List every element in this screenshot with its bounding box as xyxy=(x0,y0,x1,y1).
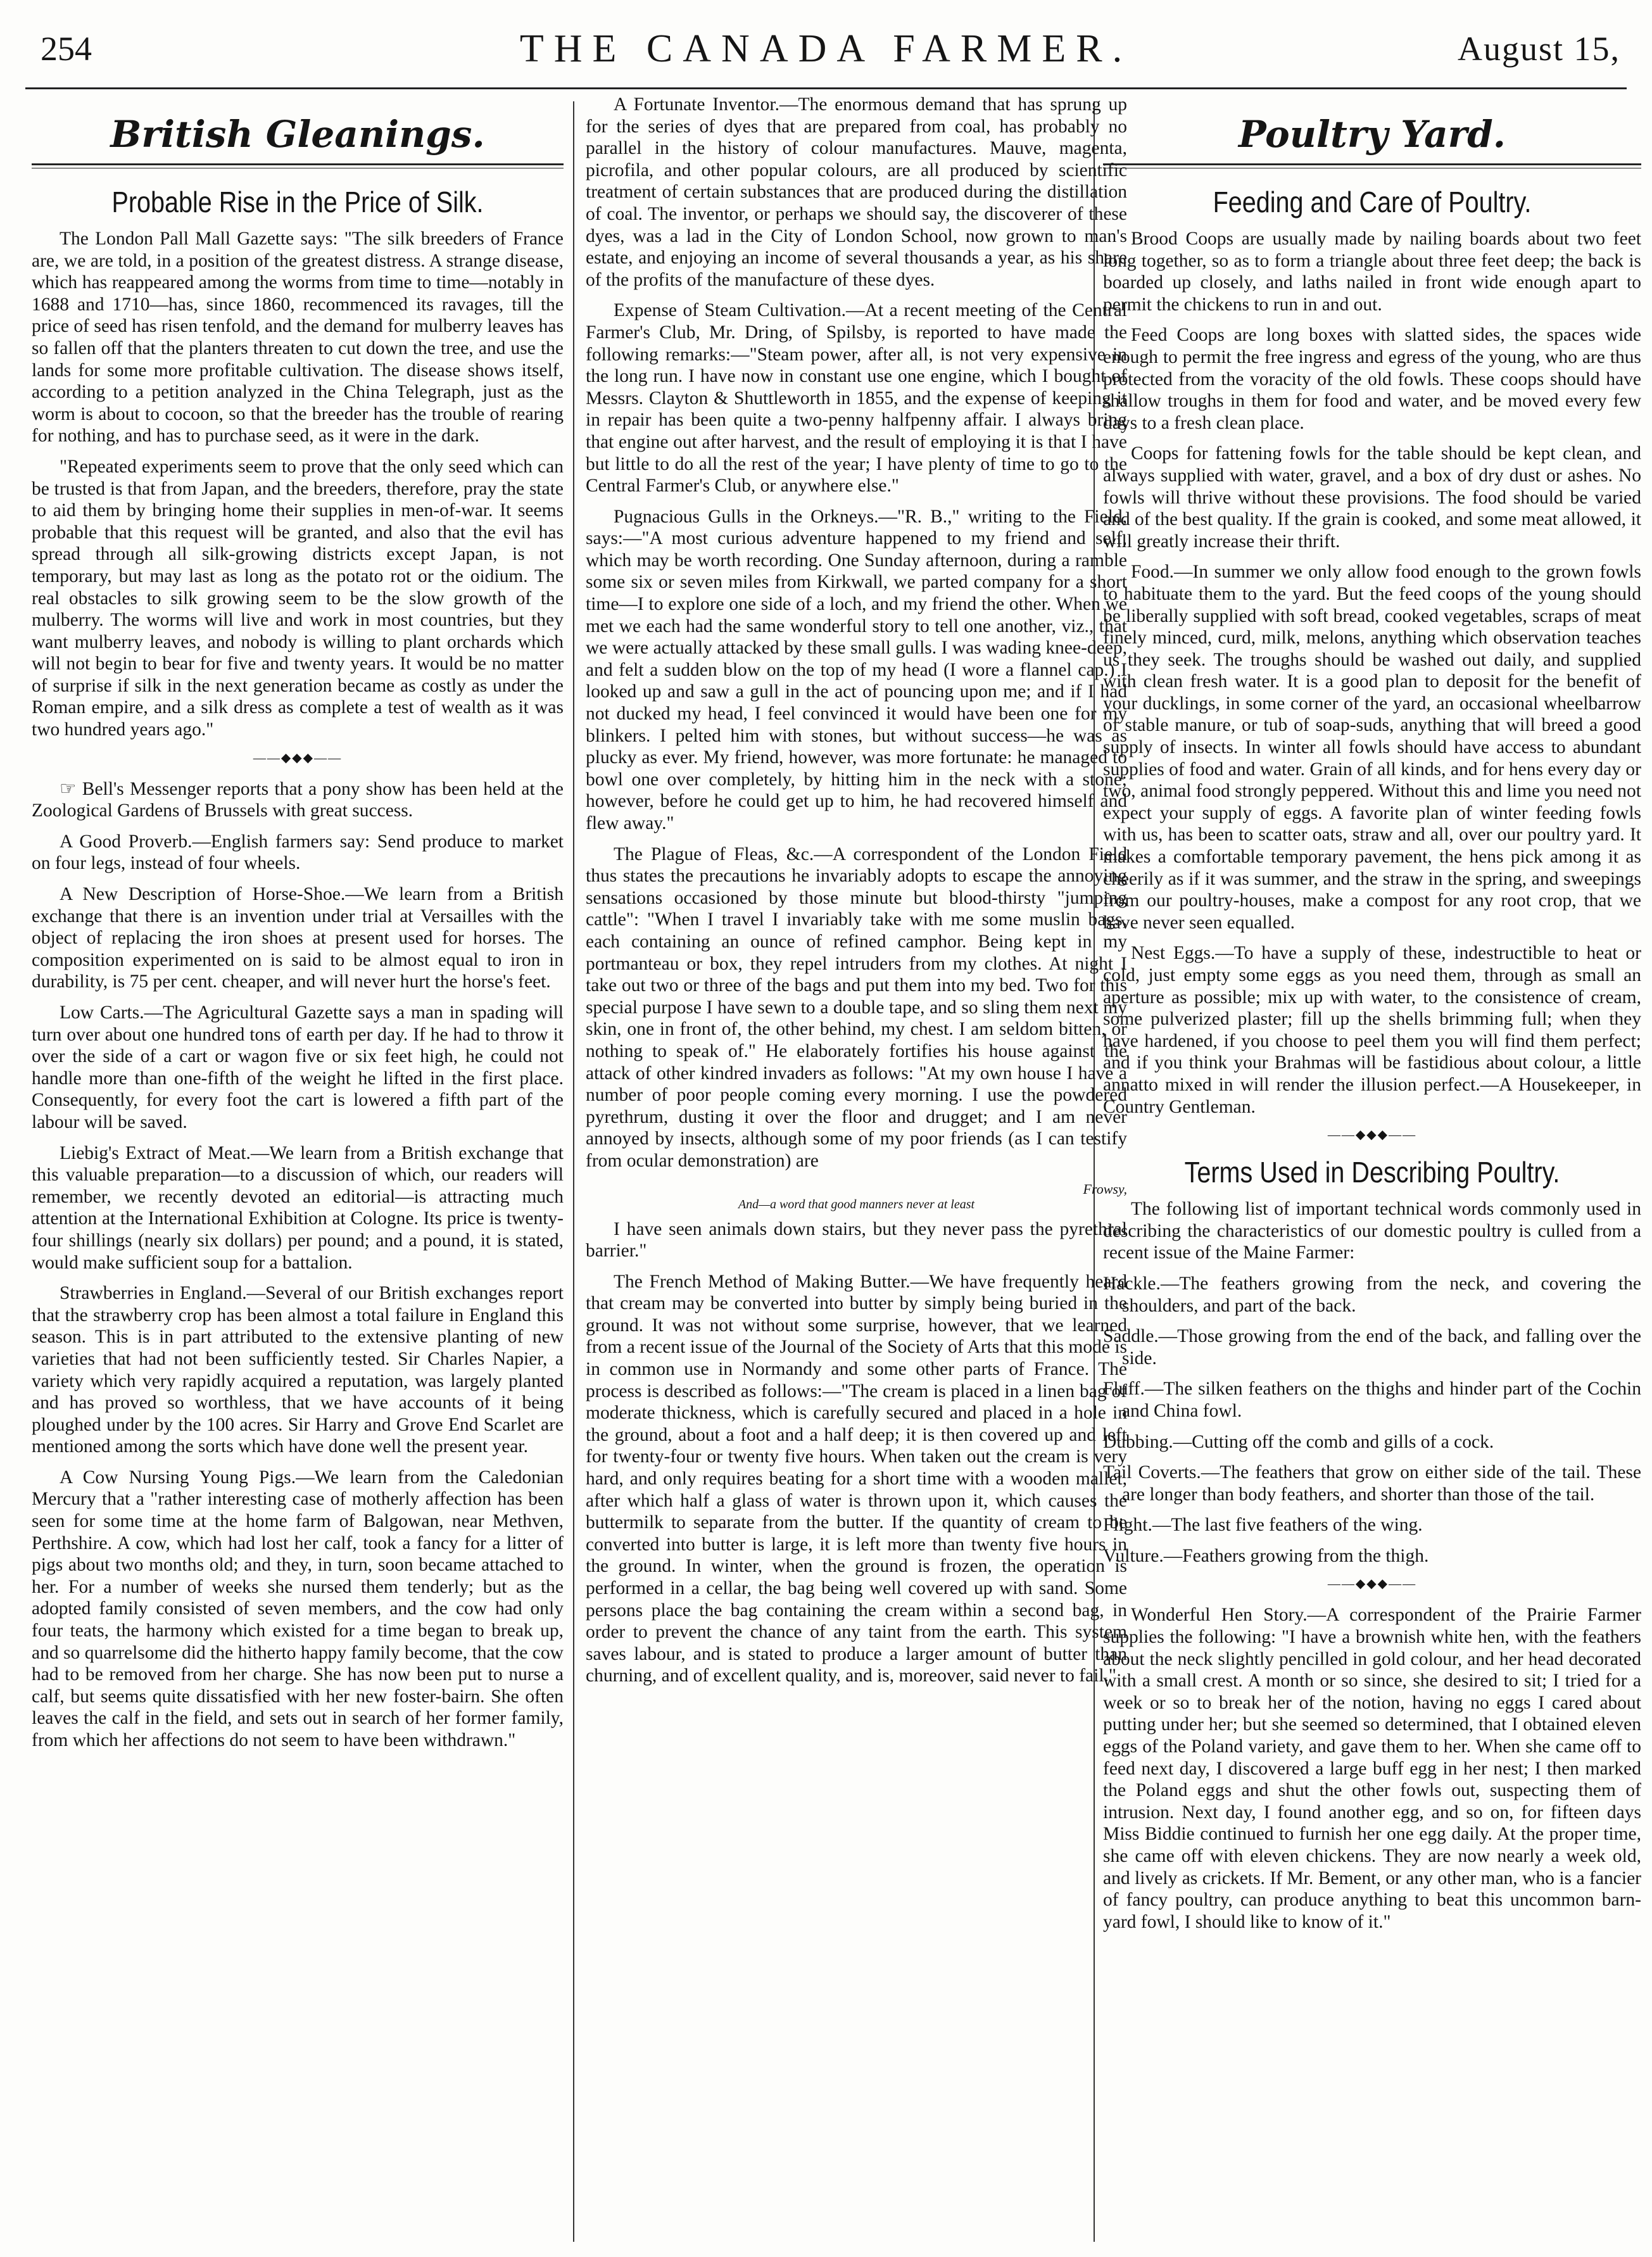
paragraph: Expense of Steam Cultivation.—At a recent meeting of the Central Farmer's Club, Mr. Dring, of Spilsby, is reported to have made the following remarks:—"Steam power, after all, is not very expensive in the long run. I have now in constant use one engine, which I bought of Messrs. Clayton & Shuttleworth in 1855, and the expense of keeping it in repair has been quite a two-penny halfpenny affair. I always bring that engine out after harvest, and the result of employing it is that I have but little to do all the rest of the year; I have plenty of time to go to the Central Farmer's Club, or anywhere else." xyxy=(586,300,1127,496)
article-title-silk: Probable Rise in the Price of Silk. xyxy=(111,186,484,218)
section-rule xyxy=(1103,163,1641,168)
issue-date: August 15, xyxy=(1457,30,1620,68)
paragraph: I have seen animals down stairs, but they never pass the pyrethral barrier." xyxy=(586,1218,1127,1261)
paragraph: A Good Proverb.—English farmers say: Send produce to market on four legs, instead of four wheels. xyxy=(32,831,564,874)
page-number: 254 xyxy=(41,30,92,68)
article-title-feeding: Feeding and Care of Poultry. xyxy=(1213,186,1532,218)
column-2 xyxy=(586,94,1127,2241)
article-title-terms: Terms Used in Describing Poultry. xyxy=(1184,1156,1560,1189)
paragraph: Strawberries in England.—Several of our British exchanges report that the strawberry crop has been almost a total failure in England this season. This is in part attributed to the extensive planting of new varieties that had not been sufficiently tested. Sir Charles Napier, a variety which very rapidly acquired a reputation, was largely planted and has proved so worthless, that we have accounts of it being ploughed under by the 100 acres. Sir Harry and Grove End Scarlet are mentioned among the sorts which have done well the present year. xyxy=(32,1283,564,1457)
divider-ornament: ——◆◆◆—— xyxy=(1327,1128,1417,1142)
column-divider xyxy=(573,101,574,2242)
header-rule xyxy=(25,87,1627,89)
divider-ornament: ——◆◆◆—— xyxy=(1327,1577,1417,1591)
term-entry: Tail Coverts.—The feathers that grow on either side of the tail. These are longer than body feathers, and shorter than those of the tail. xyxy=(1103,1462,1641,1505)
terms-list xyxy=(1103,1273,1641,1567)
paragraph: ☞ Bell's Messenger reports that a pony show has been held at the Zoological Gardens of Brussels with great success. xyxy=(32,778,564,821)
paragraph: Liebig's Extract of Meat.—We learn from a British exchange that this valuable preparation—to a discussion of which, our readers will remember, we recently devoted an editorial—is attracting much attention at the International Exhibition at Cologne. Its price is twenty-four shillings (nearly six dollars) per pound; and a pound, it is stated, would make sufficient soup for a battalion. xyxy=(32,1142,564,1273)
paragraph: Coops for fattening fowls for the table should be kept clean, and always supplied with water, gravel, and a box of dry dust or ashes. No fowls will thrive without these provisions. The food should be varied and of the best quality. If the grain is cooked, and some meat allowed, it will greatly increase their thrift. xyxy=(1103,443,1641,552)
paragraph: A Cow Nursing Young Pigs.—We learn from the Caledonian Mercury that a "rather interesting case of motherly affection has been seen for some time at the home farm of Balgowan, near Methven, Perthshire. A cow, which had lost her calf, took a fancy for a litter of pigs about two months old; and they, in turn, soon became attached to her. For a number of weeks she nursed them tenderly; but as the adopted family consisted of seven members, and the cow had only four teats, the harmony which existed for a time began to break up, and so quarrelsome did the hitherto happy family become, that the cow had to be removed from her charge. She has now been put to nurse a calf, but seems quite dissatisfied with her new foster-bairn. She often leaves the calf in the field, and sets out in search of her former family, from which her affections do not seem to have been withdrawn." xyxy=(32,1467,564,1750)
paragraph: The Plague of Fleas, &c.—A correspondent of the London Field thus states the precautions he invariably adopts to escape the annoying sensations occasioned by those minute but blood-thirsty "jumping cattle": "When I travel I invariably take with me some muslin bags, each containing an ounce of refined camphor. Being kept in my portmanteau or box, they repel intruders from my clothes. At night I take out two or three of the bags and put them into my bed. Two for this special purpose I have sewn to a double tape, and so sling them next my skin, one in front of, the other behind, my chest. I am seldom bitten, or nothing to speak of." He elaborately fortifies his house against the attack of other kindred invaders as follows: "At my own house I have a number of poor people coming every morning. I use the powdered pyrethrum, dusting it over the floor and drugget; and I am never annoyed by insects, although some of my poor friends (as I can testify from ocular demonstration) are xyxy=(586,844,1127,1171)
divider-ornament: ——◆◆◆—— xyxy=(253,750,343,765)
term-entry: Hackle.—The feathers growing from the neck, and covering the shoulders, and part of the back. xyxy=(1103,1273,1641,1316)
term-entry: Saddle.—Those growing from the end of the back, and falling over the side. xyxy=(1103,1326,1641,1369)
term-entry: Fluff.—The silken feathers on the thighs and hinder part of the Cochin and China fowl. xyxy=(1103,1379,1641,1421)
section-heading-british-gleanings: British Gleanings. xyxy=(110,113,485,156)
paragraph: Pugnacious Gulls in the Orkneys.—"R. B.," writing to the Field, says:—"A most curious adventure happened to my friend and self, which may be worth recording. One Sunday afternoon, during a ramble some six or seven miles from Kirkwall, we parted company for a short time—I to explore one side of a loch, and my friend the other. When we met we each had the same wonderful story to tell one another, viz., that we were actually attacked by these small gulls. I was wading knee-deep, and felt a sudden blow on the top of my head (I wore a flannel cap.) I looked up and saw a gull in the act of pouncing upon me; and if I had not ducked my head, I feel convinced it would have been one for my blinkers. I pelted him with stones, but without success—he was as plucky as ever. My friend, however, was more fortunate: he managed to bowl one over completely, by hitting him in the neck with a stone; however, before he could get up to him, he had recovered himself and flew away." xyxy=(586,506,1127,833)
section-rule xyxy=(32,163,564,168)
paragraph: The French Method of Making Butter.—We have frequently heard that cream may be converted into butter by simply being buried in the ground. It was not without some surprise, however, that we learned from a recent issue of the Journal of the Society of Arts that this mode is in common use in Normandy and some other parts of France. The process is described as follows:—"The cream is placed in a linen bag of moderate thickness, which is carefully secured and placed in a hole in the ground, about a foot and a half deep; it is then covered up and left for twenty-four or twenty five hours. When taken out the cream is very hard, and only requires beating for a short time with a wooden mallet, after which half a glass of water is thrown upon it, which causes the buttermilk to separate from the butter. If the quantity of cream to be converted into butter is large, it is left more than twenty five hours in the ground. In winter, when the ground is frozen, the operation is performed in a cellar, the bag being well covered up with sand. Some persons place the bag containing the cream within a second bag, in order to prevent the chance of any taint from the earth. This system saves labour, and is stated to produce a larger amount of butter than churning, and of excellent quality, and is, moreover, said never to fail." xyxy=(586,1271,1127,1686)
term-entry: Vulture.—Feathers growing from the thigh. xyxy=(1103,1545,1429,1566)
paragraph: Low Carts.—The Agricultural Gazette says a man in spading will turn over about one hundred tons of earth per day. If he had to throw it over the side of a cart or wagon five or six feet high, he could not handle more than one-fifth of the weight he lifted in the first place. Consequently, for every foot the cart is lowered a fifth part of the labour will be saved. xyxy=(32,1002,564,1132)
paragraph: A Fortunate Inventor.—The enormous demand that has sprung up for the series of dyes that are prepared from coal, has probably no parallel in the history of colour manufactures. Mauve, magenta, picrofila, and other popular colours, are all produced by scientific treatment of certain substances that are produced during the distillation of coal. The inventor, or perhaps we should say, the discoverer of these dyes, was a lad in the City of London School, now grown to man's estate, and enjoying an income of several thousands a year, as his share of the profits of the manufacture of these dyes. xyxy=(586,94,1127,290)
term-entry: Dubbing.—Cutting off the comb and gills of a cock. xyxy=(1103,1431,1494,1452)
column-3 xyxy=(1103,94,1641,2241)
paragraph: The London Pall Mall Gazette says: "The silk breeders of France are, we are told, in a position of the greatest distress. A strange disease, which has reappeared among the worms from time to time—notably in 1688 and 1710—has, since 1860, recommenced its ravages, till the price of seed has risen tenfold, and the demand for mulberry leaves has so fallen off that the planters threaten to cut down the tree, and use the lands for some more profitable cultivation. The disease shows itself, according to a petition analyzed in the China Telegraph, just as the worm is about to cocoon, so that the breeder has the trouble of rearing for nothing, and has to purchase seed, as it were in the dark. xyxy=(32,229,564,446)
verse-quote: And—a word that good manners never at least xyxy=(738,1197,975,1211)
section-heading-poultry-yard: Poultry Yard. xyxy=(1239,113,1506,156)
paragraph: The following list of important technical words commonly used in describing the characteristics of our domestic poultry is culled from a recent issue of the Maine Farmer: xyxy=(1103,1199,1641,1263)
term-entry: Flight.—The last five feathers of the wing. xyxy=(1103,1515,1423,1536)
page-header xyxy=(25,11,1627,87)
paragraph: Food.—In summer we only allow food enough to the grown fowls to habituate them to the yard. But the feed coops of the young should be liberally supplied with soft bread, cooked vegetables, scraps of meat finely minced, curd, milk, melons, anything which observation teaches us they seek. The troughs should be washed out daily, and supplied with clean fresh water. It is a good plan to deposit for the benefit of your ducklings, in some corner of the yard, an occasional wheelbarrow of stable manure, or tub of soap-suds, anything that will breed a good supply of insects. In winter all fowls should have access to abundant supplies of food and water. Grain of all kinds, and for hens every day or two, animal food strongly peppered. Without this and lime you need not expect your supply of eggs. A favorite plan of winter feeding fowls with us, has been to scatter oats, straw and all, over our poultry yard. It makes a comfortable temporary pavement, the hens pick among it as cheerily as if it was summer, and the straw in the spring, and sweepings from our poultry-houses, make a compost for any root crop, that we have never seen equalled. xyxy=(1103,562,1641,933)
column-1 xyxy=(32,94,564,2241)
signature: Frowsy, xyxy=(1083,1180,1127,1197)
paragraph: Nest Eggs.—To have a supply of these, indestructible to heat or cold, just empty some eggs as you need them, through as small an aperture as possible; mix up with water, to the consistence of cream, some pulverized plaster; fill up the shells brimming full; when they have hardened, if you choose to peel them you will find them perfect; and if you think your Brahmas will be fastidious about colour, a little annatto mixed in will render the illusion perfect.—A Housekeeper, in Country Gentleman. xyxy=(1103,943,1641,1117)
masthead-title: THE CANADA FARMER. xyxy=(519,27,1133,70)
paragraph: "Repeated experiments seem to prove that the only seed which can be trusted is that from Japan, and the breeders, therefore, pray the state to aid them by bringing home their supplies in men-of-war. It seems probable that this request will be granted, and also that the evil has spread through all silk-growing districts except Japan, is not temporary, but may last as long as the potato rot or the oidium. The real obstacles to silk growing seem to be the slow growth of the mulberry. The worms will live and work in most countries, but they want mulberry leaves, and nobody is willing to plant orchards which will not begin to bear for five and twenty years. It would be no matter of surprise if silk in the next generation became as costly as under the Roman empire, and a silk dress as complete a test of wealth as it was two hundred years ago." xyxy=(32,456,564,740)
paragraph: Feed Coops are long boxes with slatted sides, the spaces wide enough to permit the free ingress and egress of the young, who are thus protected from the voracity of the old fowls. These coops should have shallow troughs in them for food and water, and be moved every few days to a fresh clean place. xyxy=(1103,325,1641,433)
paragraph: Brood Coops are usually made by nailing boards about two feet long together, so as to form a triangle about three feet deep; the back is boarded up closely, and laths nailed in front wide enough apart to permit the chickens to run in and out. xyxy=(1103,229,1641,315)
paragraph: A New Description of Horse-Shoe.—We learn from a British exchange that there is an invention under trial at Versailles with the object of replacing the iron shoes at present used for horses. The composition experimented on is said to be almost equal to iron in durability, is 75 per cent. cheaper, and will never hurt the horse's feet. xyxy=(32,884,564,992)
paragraph: Wonderful Hen Story.—A correspondent of the Prairie Farmer supplies the following: "I have a brownish white hen, with the feathers about the neck slightly pencilled in gold colour, and her head decorated with a small crest. A month or so since, she desired to sit; I tried for a week or so to break her of the notion, having no eggs I cared about putting under her; but she seemed so determined, that I obtained eleven eggs of the Poland variety, and gave them to her. When she came off to feed next day, I discovered a large buff egg in her nest; I then marked the Poland eggs and shut the other fowls out, suspecting them of intrusion. Next day, I found another egg, and so on, for fifteen days Miss Biddie continued to furnish her one egg daily. At the proper time, she came off with eleven chickens. They are now nearly a week old, and lively as crickets. If Mr. Bement, or any other man, who is a fancier of fancy poultry, can produce anything to beat this uncommon barn-yard fowl, I should like to know of it." xyxy=(1103,1605,1641,1932)
